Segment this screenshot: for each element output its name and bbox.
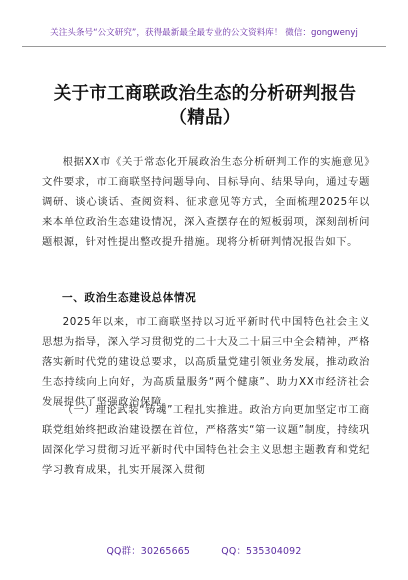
subsection-block [42, 400, 370, 480]
header-promo: 关注头条号“公文研究”，获得最新最全最专业的公文资料库！ 微信：gongwenyj [50, 28, 358, 38]
intro-paragraph: 根据XX市《关于常态化开展政治生态分析研判工作的实施意见》文件要求，市工商联坚持问题导向、目标导向、结果导向，通过专题调研、谈心谈话、查阅资料、征求意见等方式，全面梳理2025年以来本单位政治生态建设情况，深入查摆存在的短板弱项，深刻剖析问题根源，针对性提出整改提升措施。现将分析研判情况报告如下。 [42, 156, 370, 248]
section-1-paragraph: 2025年以来，市工商联坚持以习近平新时代中国特色社会主义思想为指导，深入学习贯彻党的二十大及二十届三中全会精神，严格落实新时代党的建设总要求，以高质量党建引领业务发展，推动政治生态持续向上向好，为高质量服务“两个健康”、助力XX市经济社会发展提供了坚强政治保障。 [42, 316, 370, 408]
header-divider [22, 46, 386, 47]
document-title: 关于市工商联政治生态的分析研判报告（精品） [53, 84, 357, 128]
subsection-paragraph: （一）理论武装“铸魂”工程扎实推进。政治方向更加坚定市工商联党组始终把政治建设摆在首位，严格落实“第一议题”制度，持续巩固深化学习贯彻习近平新时代中国特色社会主义思想主题教育和党纪学习教育成果，扎实开展深入贯彻 [42, 404, 370, 476]
intro-block [42, 152, 370, 252]
footer-contact [0, 543, 408, 557]
footer-qq: QQ：535304092 [221, 546, 302, 557]
section-1-block [42, 312, 370, 412]
section-heading: 一、政治生态建设总体情况 [62, 292, 197, 304]
footer-qq-group: QQ群：30265665 [106, 546, 191, 557]
